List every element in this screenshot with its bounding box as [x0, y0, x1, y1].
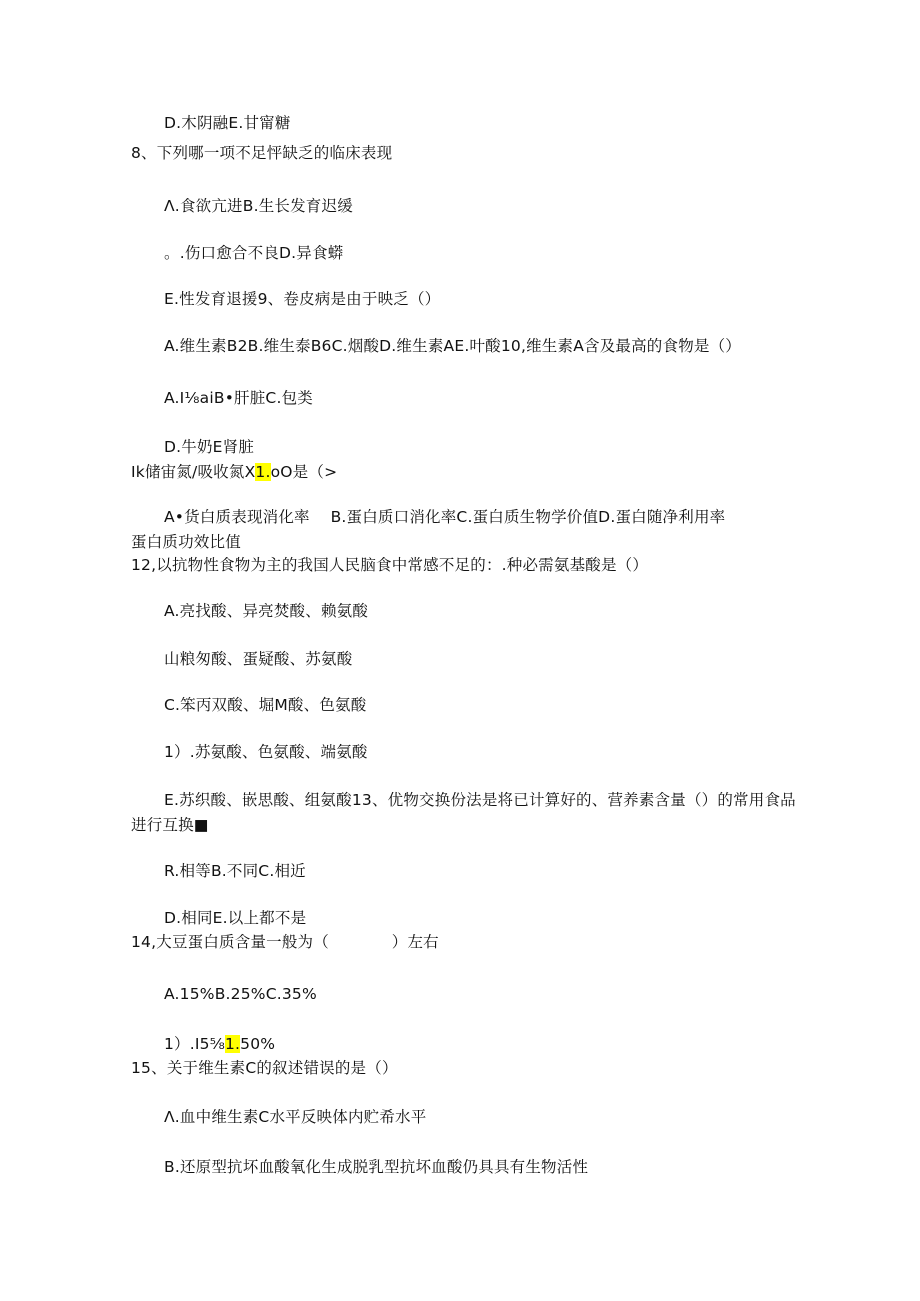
question-11 — [131, 461, 337, 483]
option-line: D.相同E.以上都不是 — [164, 909, 307, 927]
option-line: A.I⅛aiB•肝脏C.包类 — [164, 389, 313, 407]
question-15: 15、关于维生素C的叙述错误的是（） — [131, 1059, 398, 1077]
option-line: 。.伤口愈合不良D.异食蟒 — [164, 244, 344, 262]
option-line-question-13: E.苏织酸、嵌思酸、组氨酸13、优物交换份法是将已计算好的、营养素含量（）的常用食品 — [164, 791, 796, 809]
option-line: D.木阴融E.甘甯糖 — [164, 114, 291, 132]
option-line: A.15%B.25%C.35% — [164, 985, 317, 1003]
question-8: 8、下列哪一项不足怦缺乏的临床表现 — [131, 144, 393, 162]
option-line: D.牛奶E肾脏 — [164, 438, 255, 456]
option-line: A.亮找酸、异亮焚酸、赖氨酸 — [164, 602, 369, 620]
option-line: C.笨丙双酸、堀M酸、色氨酸 — [164, 696, 367, 714]
option-line-question-9: E.性发育退援9、卷皮病是由于映乏（） — [164, 290, 441, 308]
option-line: B.还原型抗坏血酸氧化生成脱乳型抗坏血酸仍具具有生物活性 — [164, 1158, 589, 1176]
option-line: 1）.苏氨酸、色氨酸、端氨酸 — [164, 743, 368, 761]
question-11-text-start: Ik储宙氮/吸收氮X — [131, 463, 256, 481]
option-line: R.相等B.不同C.相近 — [164, 862, 306, 880]
option-line-question-10: A.维生素B2B.维生泰B6C.烟酸D.维生素AE.叶酸10,维生素A含及最高的食物是（） — [164, 337, 741, 355]
option-line: A•货白质表现消化率 B.蛋白质口消化率C.蛋白质生物学价值D.蛋白随净利用率 — [164, 508, 726, 526]
option-line — [164, 1033, 275, 1055]
option-line: Λ.血中维生素C水平反映体内贮希水平 — [164, 1108, 427, 1126]
highlight-mark: 1. — [255, 463, 271, 481]
question-13-continuation: 进行互换■ — [131, 816, 209, 834]
option-line: Λ.食欲亢进B.生长发育迟缓 — [164, 197, 353, 215]
option-line: 蛋白质功效比值 — [131, 533, 241, 551]
question-14: 14,大豆蛋白质含量一般为（ ）左右 — [131, 933, 439, 951]
option-text-start: 1）.I5⅝ — [164, 1035, 225, 1053]
question-12: 12,以抗物性食物为主的我国人民脑食中常感不足的：.种必需氨基酸是（） — [131, 556, 649, 574]
option-text-end: 50% — [240, 1035, 276, 1053]
option-line: 山粮匆酸、蛋疑酸、苏氨酸 — [164, 650, 353, 668]
highlight-mark: 1. — [224, 1035, 241, 1053]
question-11-text-end: oO是（> — [270, 463, 338, 481]
